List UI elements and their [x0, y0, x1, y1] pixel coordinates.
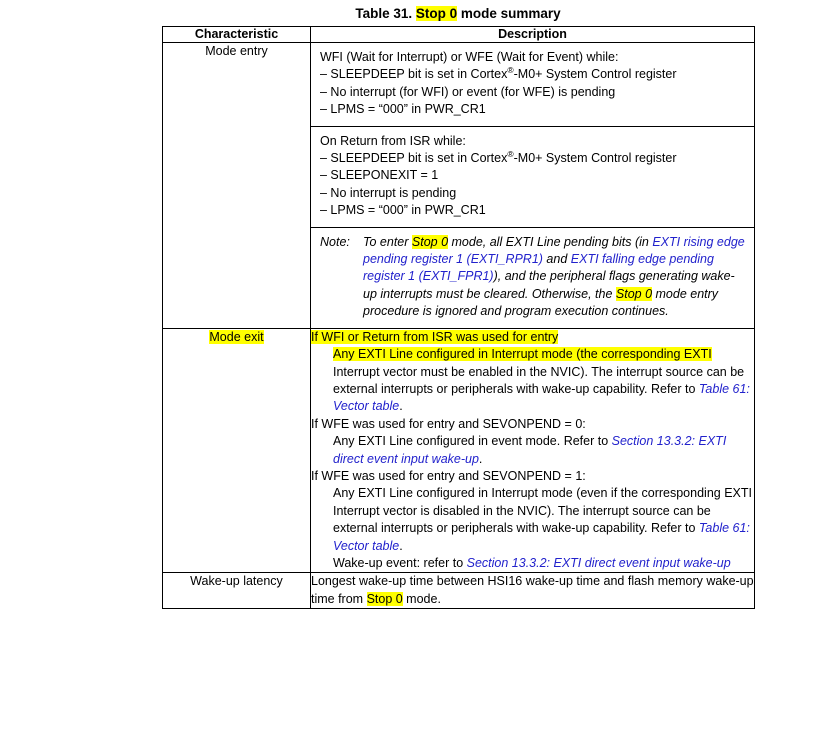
exit-wfi-part-plain: Interrupt vector must be enabled in the NVIC). The interrupt source can be external interrupts or peripherals with wake-up capability. Refer to — [333, 364, 745, 396]
row-description-wakeup-latency — [311, 573, 755, 609]
mode-entry-note — [311, 227, 754, 328]
row-label-wakeup-latency: Wake-up latency — [163, 573, 311, 609]
table-title-suffix: mode summary — [457, 6, 561, 21]
wfi-item-lpms: – LPMS = “000” in PWR_CR1 — [320, 102, 486, 117]
note-link-exti-rpr1[interactable]: EXTI rising edge pending register 1 (EXTI_RPR1) — [363, 234, 745, 267]
wakeup-latency-part-tail: mode. — [402, 591, 441, 606]
row-description-mode-entry — [311, 43, 755, 329]
table-row — [163, 328, 755, 573]
note-part-1-highlight: Stop 0 — [411, 234, 449, 249]
wfi-item-sleepdeep: – SLEEPDEEP bit is set in Cortex®-M0+ System Control register — [320, 65, 677, 82]
exit-wfe1-part-plain: Any EXTI Line configured in Interrupt mode (even if the corresponding EXTI Interrupt vector is disabled in the NVIC). The interrupt source can be external interrupts or peripherals with wake-up capability. Refer to — [333, 486, 752, 536]
note-part-6: ), and the peripheral flags generating wake-up interrupts must be cleared. Otherwise, the — [363, 269, 735, 301]
mode-entry-blocks — [311, 43, 754, 328]
isr-item-no-interrupt: – No interrupt is pending — [320, 185, 457, 200]
exit-wfe1-link-vector-table[interactable]: Table 61: Vector table — [333, 521, 750, 553]
exit-group-wfe1-tail — [311, 555, 754, 572]
wfi-item-no-interrupt: – No interrupt (for WFI) or event (for WFE) is pending — [320, 84, 616, 99]
note-part-7-highlight: Stop 0 — [615, 286, 653, 301]
wakeup-latency-part-highlight: Stop 0 — [366, 591, 403, 606]
row-label-mode-exit — [163, 328, 311, 573]
exit-group-wfi-heading — [311, 329, 754, 346]
isr-item-lpms: – LPMS = “000” in PWR_CR1 — [320, 203, 486, 218]
note-part-4: and — [542, 252, 571, 267]
note-link-exti-fpr1[interactable]: EXTI falling edge pending register 1 (EXTI_FPR1) — [363, 252, 714, 284]
column-header-characteristic: Characteristic — [163, 27, 311, 43]
mode-entry-block-isr — [311, 126, 754, 227]
table-title-highlight: Stop 0 — [415, 6, 458, 21]
exit-heading-wfi: If WFI or Return from ISR was used for entry — [311, 329, 559, 344]
wakeup-latency-part-plain: Longest wake-up time between HSI16 wake-up time and flash memory wake-up time from — [311, 574, 754, 606]
registered-icon: ® — [507, 148, 514, 159]
table-title — [162, 5, 754, 22]
wfi-intro: WFI (Wait for Interrupt) or WFE (Wait for Event) while: — [320, 50, 619, 64]
stop0-mode-summary-table — [162, 26, 755, 609]
isr-entry-conditions — [311, 126, 754, 227]
row-label-mode-entry: Mode entry — [163, 43, 311, 329]
mode-entry-block-note — [311, 227, 754, 328]
wfi-entry-conditions — [311, 43, 754, 126]
note-part-2: mode, all EXTI Line pending bits (in — [448, 234, 653, 249]
note-part-0: To enter — [363, 234, 412, 249]
isr-list — [320, 133, 747, 220]
exit-group-wfe0-body — [311, 433, 754, 468]
note-part-8: mode entry procedure is ignored and program execution continues. — [363, 286, 719, 319]
table-row — [163, 43, 755, 329]
exit-wfi-part-period: . — [399, 399, 403, 414]
isr-item-sleeponexit: – SLEEPONEXIT = 1 — [320, 168, 439, 183]
mode-entry-block-wfi — [311, 43, 754, 126]
exit-group-wfe1-body — [311, 485, 754, 555]
exit-group-wfi-body — [311, 346, 754, 416]
note-body — [363, 234, 747, 321]
exit-wakeup-event-label: Wake-up event: refer to — [333, 555, 467, 570]
note-container — [320, 234, 747, 321]
exit-group-wfe0-heading: If WFE was used for entry and SEVONPEND = 0: — [311, 416, 586, 431]
exit-group-wfe1-heading: If WFE was used for entry and SEVONPEND = 1: — [311, 468, 586, 483]
exit-wakeup-event-link[interactable]: Section 13.3.2: EXTI direct event input wake-up — [466, 555, 731, 570]
column-header-description: Description — [311, 27, 755, 43]
row-label-mode-exit-text: Mode exit — [209, 329, 264, 344]
exit-wfe0-part-plain: Any EXTI Line configured in event mode. Refer to — [333, 434, 612, 449]
exit-wfi-link-vector-table[interactable]: Table 61: Vector table — [333, 381, 750, 414]
exit-wfi-part-highlight: Any EXTI Line configured in Interrupt mode (the corresponding EXTI — [333, 347, 712, 362]
table-row — [163, 573, 755, 609]
note-label: Note: — [320, 234, 350, 249]
registered-icon: ® — [507, 65, 514, 76]
table-title-prefix: Table 31. — [355, 6, 416, 21]
exit-wfe0-link-section-1332[interactable]: Section 13.3.2: EXTI direct event input wake-up — [333, 434, 727, 466]
isr-intro: On Return from ISR while: — [320, 133, 466, 148]
row-description-mode-exit — [311, 328, 755, 573]
wfi-list — [320, 49, 747, 119]
isr-item-sleepdeep: – SLEEPDEEP bit is set in Cortex®-M0+ System Control register — [320, 148, 677, 166]
table-header-row — [163, 27, 755, 43]
exit-wfe1-part-period: . — [399, 538, 403, 553]
exit-wfe0-part-period: . — [478, 451, 483, 466]
